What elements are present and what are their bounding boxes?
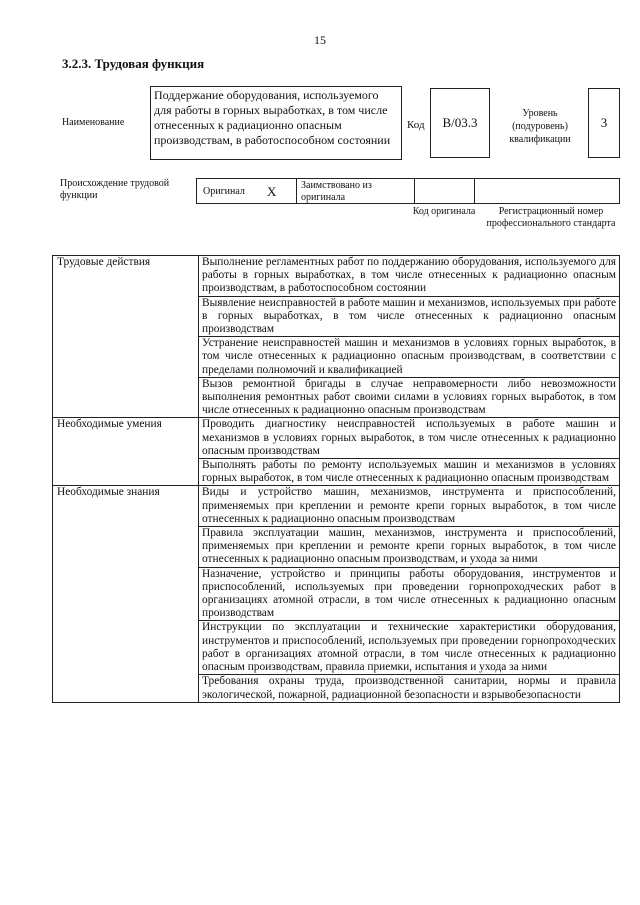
borrowed-label: Заимствовано из оригинала — [301, 180, 372, 203]
required-skills-label: Необходимые умения — [53, 418, 199, 486]
code-value: В/03.3 — [442, 115, 478, 130]
origin-row — [196, 178, 620, 204]
section-title: 3.2.3. Трудовая функция — [62, 56, 205, 71]
table-row — [53, 256, 620, 297]
level-label: Уровень (подуровень) квалификации — [509, 108, 571, 145]
table-item-text: Инструкции по эксплуатации и технические характеристики оборудования, инструментов и приспособлений, используемых при проведении горнопроходческих работ в организациях атомной отрасли, в том числе отнесенных к радиационно опасным производствам, правила приемки, испытания и ухода за ними — [199, 621, 620, 675]
table-item-text: Проводить диагностику неисправностей используемых в работе машин и механизмов в условиях горных выработок, в том числе отнесенных к радиационно опасным производствам — [199, 418, 620, 459]
name-label: Наименование — [62, 117, 125, 128]
original-mark: X — [267, 184, 277, 199]
level-value: 3 — [600, 115, 608, 130]
level-box — [588, 88, 620, 158]
page-number: 15 — [314, 33, 326, 47]
reg-number-cell — [475, 179, 619, 203]
borrowed-cell — [297, 179, 415, 203]
function-table — [52, 255, 620, 703]
code-label: Код — [407, 119, 425, 131]
table-item-text: Требования охраны труда, производственной санитарии, нормы и правила экологической, пожарной, радиационной безопасности и взрывобезопасности — [199, 675, 620, 702]
table-row — [53, 486, 620, 527]
table-item-text: Выполнение регламентных работ по поддержанию оборудования, используемого для работы в горных выработках, в том числе отнесенных к радиационно опасным производствам, в работоспособном состоянии — [199, 256, 620, 297]
original-code-caption: Код оригинала — [412, 206, 476, 217]
table-item-text: Правила эксплуатации машин, механизмов, инструмента и приспособлений, применяемых при креплении и ремонте крепи горных выработок, в том числе отнесенных к радиационно опасным производствам, и ухода за ними — [199, 527, 620, 568]
table-item-text: Выполнять работы по ремонту используемых машин и механизмов в условиях горных выработок, в том числе отнесенных к радиационно опасным производствам — [199, 459, 620, 486]
function-name-box — [150, 86, 402, 160]
code-box — [430, 88, 490, 158]
table-item-text: Устранение неисправностей машин и механизмов в условиях горных выработок, в том числе отнесенных к радиационно опасным производствам, в соответствии с пределами полномочий и квалификацией — [199, 337, 620, 378]
original-code-cell — [415, 179, 475, 203]
reg-number-caption: Регистрационный номер профессионального стандарта — [486, 206, 616, 229]
function-name-value: Поддержание оборудования, используемого для работы в горных выработках, в том числе отнесенных к радиационно опасным производствам, в работоспособном состоянии — [154, 88, 391, 147]
table-item-text: Выявление неисправностей в работе машин и механизмов, используемых при работе в горных выработках, в том числе отнесенных к радиационно опасным производствам — [199, 296, 620, 337]
original-cell — [197, 179, 297, 203]
original-label: Оригинал — [203, 186, 245, 197]
table-row — [53, 418, 620, 459]
required-knowledge-label: Необходимые знания — [53, 486, 199, 702]
labor-actions-label: Трудовые действия — [53, 256, 199, 418]
origin-label: Происхождение трудовой функции — [60, 178, 170, 201]
table-item-text: Назначение, устройство и принципы работы оборудования, инструментов и приспособлений, используемых при проведении горнопроходческих работ в организациях атомной отрасли, в том числе отнесенных к радиационно опасным производствам — [199, 567, 620, 621]
table-item-text: Виды и устройство машин, механизмов, инструмента и приспособлений, применяемых при креплении и ремонте крепи горных выработок, в том числе отнесенных к радиационно опасным производствам — [199, 486, 620, 527]
table-item-text: Вызов ремонтной бригады в случае неправомерности либо невозможности выполнения ремонтных работ своими силами в условиях горных выработок, в том числе отнесенных к радиационно опасным производствам — [199, 377, 620, 418]
